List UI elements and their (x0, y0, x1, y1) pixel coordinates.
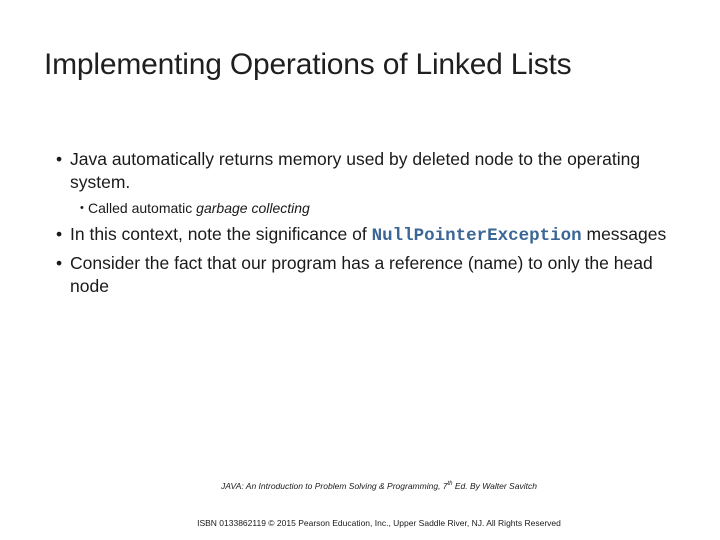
code-text: NullPointerException (371, 226, 582, 246)
footer-copyright: ISBN 0133862119 © 2015 Pearson Education, Inc., Upper Saddle River, NJ. All Rights Reserved (197, 518, 561, 528)
bullet-text: In this context, note the significance of (70, 224, 372, 244)
footer-line1: JAVA: An Introduction to Problem Solving & Programming, 7 (221, 480, 448, 491)
footer-line1-suffix: Ed. By Walter Savitch (452, 480, 537, 491)
bullet-text: Consider the fact that our program has a reference (name) to only the head node (70, 253, 653, 296)
sub-bullet-item (56, 198, 676, 218)
bullet-glyph: • (56, 149, 63, 169)
footer-citation (0, 478, 720, 493)
slide-title: Implementing Operations of Linked Lists (44, 48, 572, 81)
bullet-item (56, 223, 676, 248)
bullet-list (56, 148, 676, 298)
bullet-text: Java automatically returns memory used by deleted node to the operating system. (70, 149, 641, 192)
sub-bullet-text: Called automatic (88, 200, 197, 216)
bullet-text-suffix: messages (581, 224, 667, 244)
bullet-glyph: • (56, 253, 63, 273)
bullet-glyph: • (80, 202, 84, 214)
bullet-item (56, 252, 676, 298)
bullet-glyph: • (56, 224, 63, 244)
bullet-item (56, 148, 676, 194)
emphasis-text: garbage collecting (196, 200, 310, 216)
footer-sup: th (447, 481, 453, 487)
